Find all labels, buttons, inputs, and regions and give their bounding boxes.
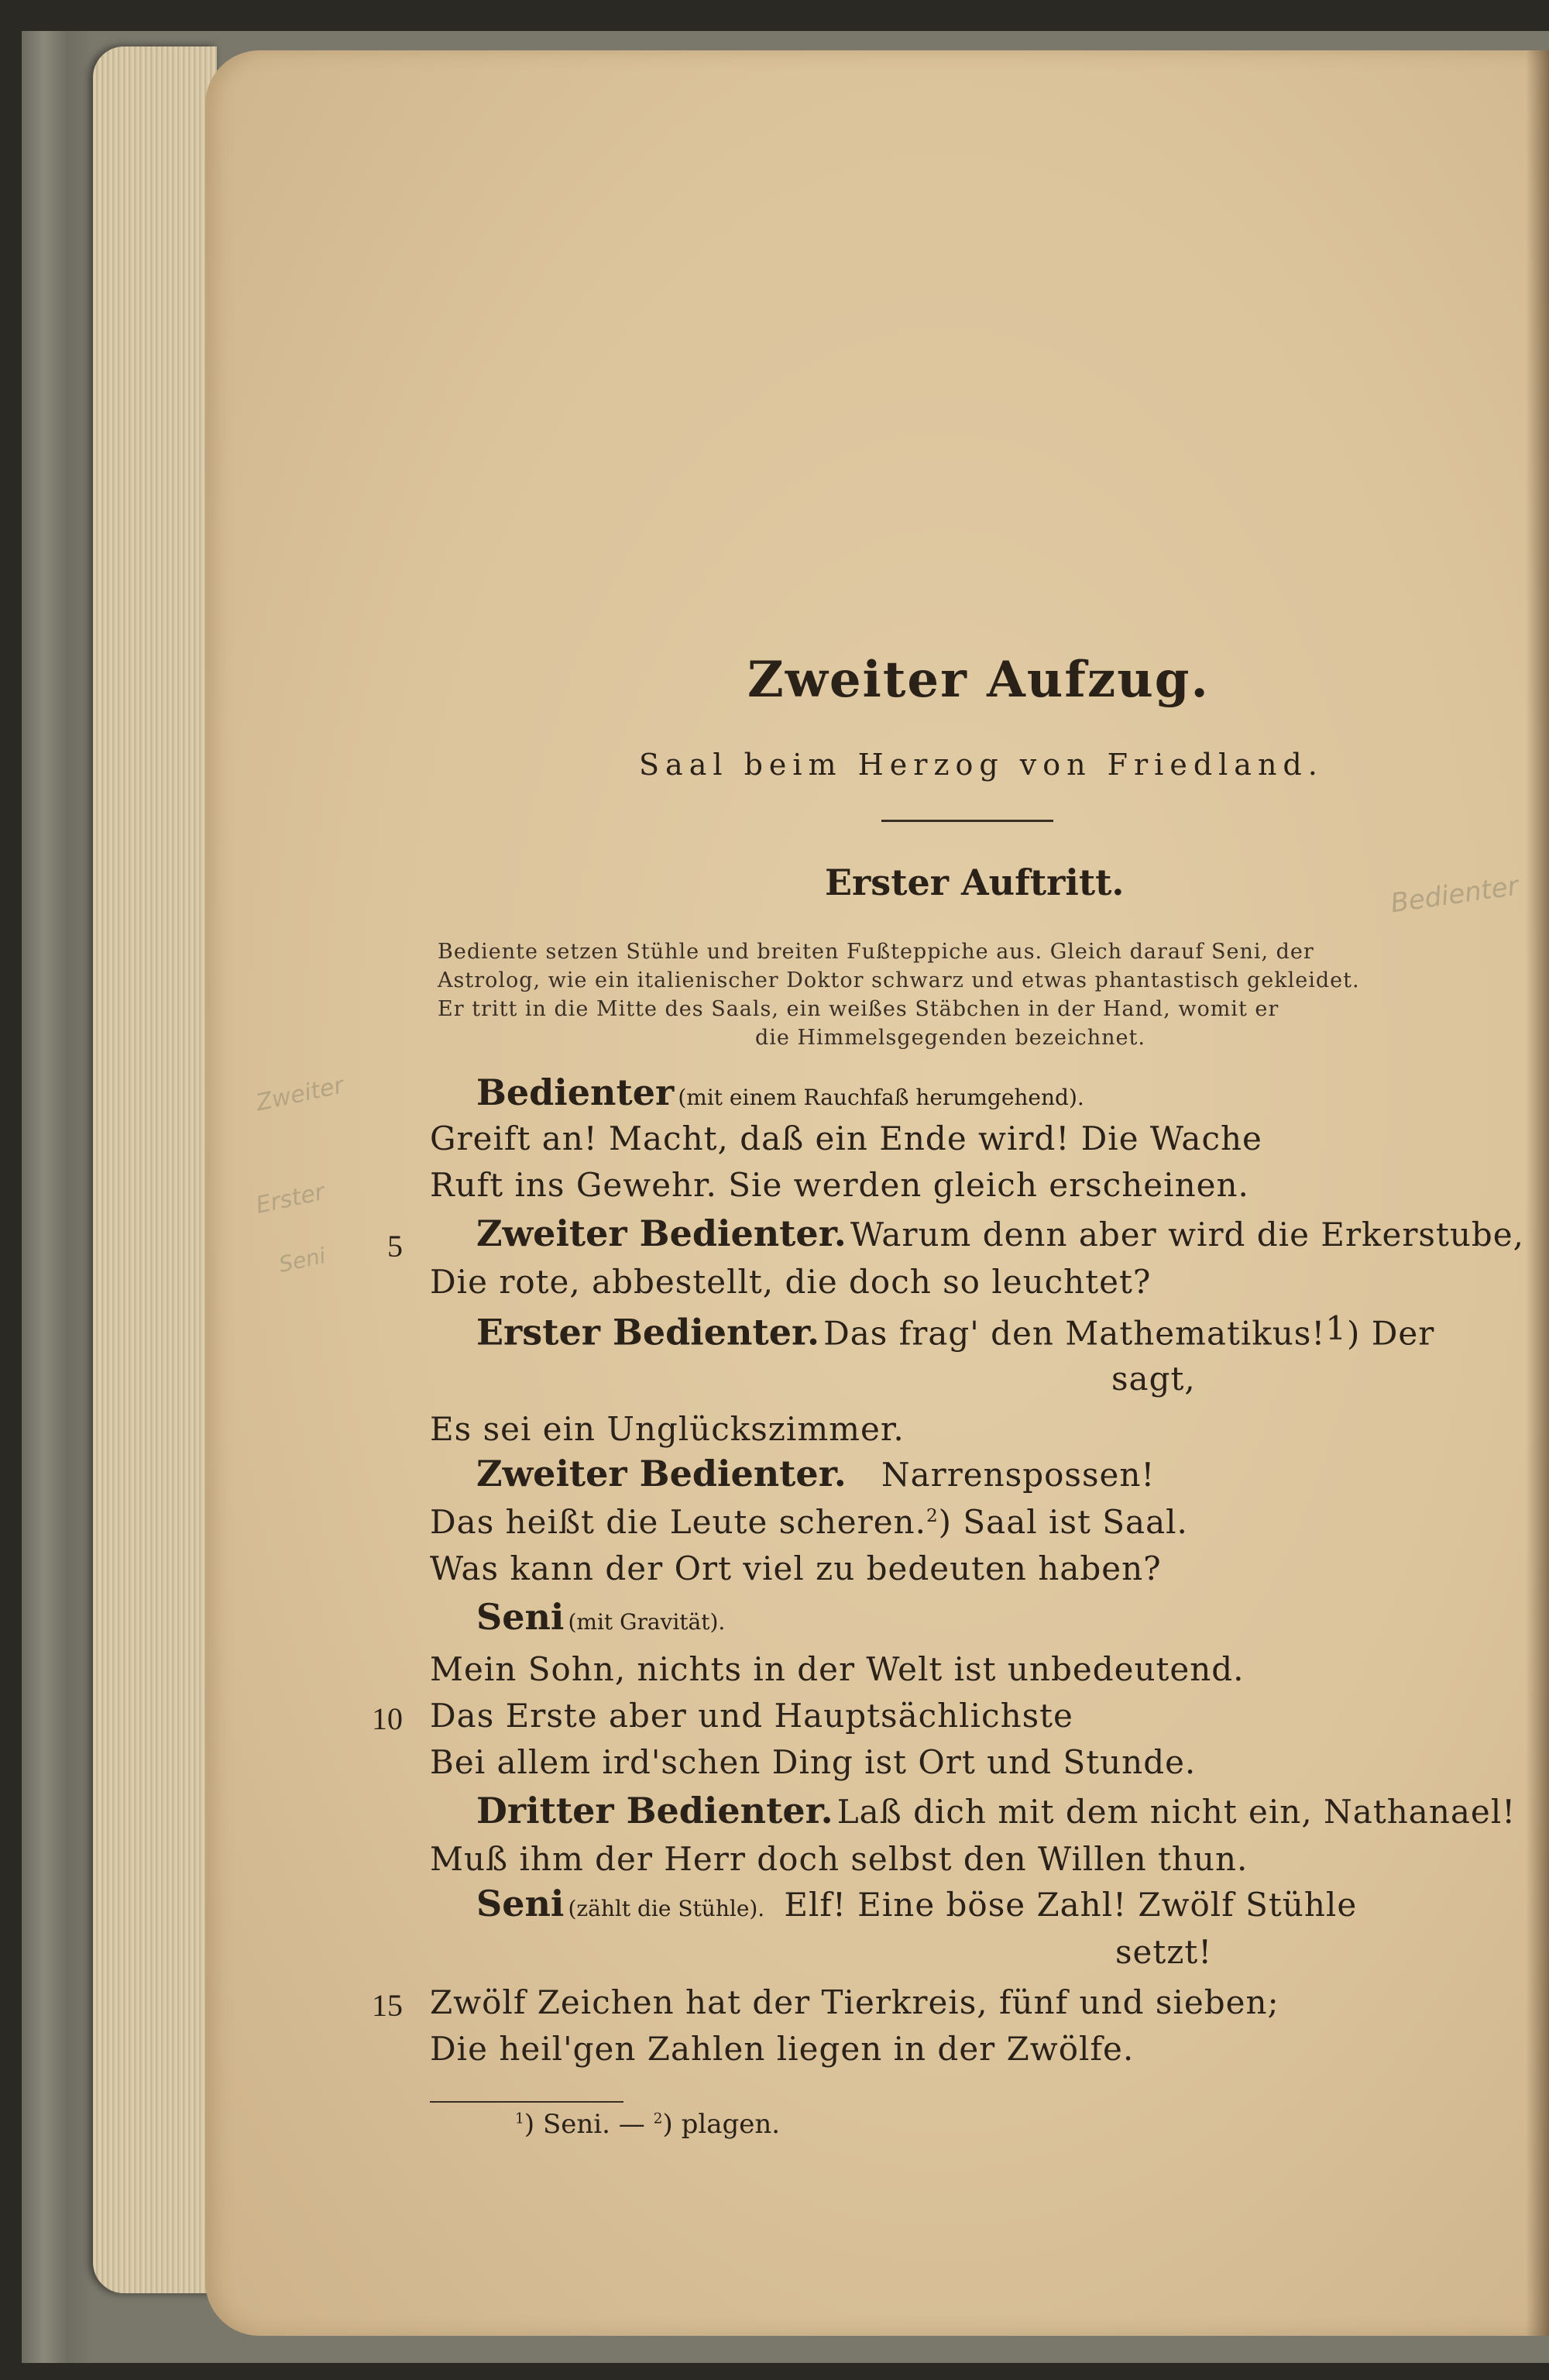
footnote-mark: 2 xyxy=(653,2110,663,2127)
verse-line: Muß ihm der Herr doch selbst den Willen thun. xyxy=(430,1840,1248,1878)
verse-line: Bei allem ird'schen Ding ist Ort und Stunde. xyxy=(430,1743,1197,1781)
verse-text: ) Saal ist Saal. xyxy=(938,1503,1188,1541)
speaker-line xyxy=(476,1071,1084,1113)
page-edges xyxy=(93,46,217,2293)
speaker-name: Bedienter xyxy=(476,1071,675,1113)
stage-direction-line: Bediente setzen Stühle und breiten Fußteppiche aus. Gleich darauf Seni, der xyxy=(438,940,1314,964)
footnote-mark: 2 xyxy=(926,1506,939,1526)
act-title: Zweiter Aufzug. xyxy=(747,651,1210,709)
speaker-line xyxy=(476,1453,1155,1494)
footnote-mark: 1 xyxy=(515,2110,524,2127)
verse-line: sagt, xyxy=(1111,1360,1196,1398)
verse-line: Die heil'gen Zahlen liegen in der Zwölfe. xyxy=(430,2030,1135,2068)
divider-rule xyxy=(881,820,1053,822)
stage-direction-line: Astrolog, wie ein italienischer Doktor schwarz und etwas phantastisch gekleidet. xyxy=(438,968,1360,992)
verse-line: Die rote, abbestellt, die doch so leuchtet? xyxy=(430,1263,1152,1301)
speaker-name: Zweiter Bedienter. xyxy=(476,1453,847,1494)
footnote-text: Seni. — xyxy=(542,2109,645,2140)
speaker-line xyxy=(476,1596,725,1638)
speaker-name: Seni xyxy=(476,1883,565,1924)
speaker-line xyxy=(476,1883,1357,1924)
verse-line: Das Erste aber und Hauptsächlichste xyxy=(430,1697,1073,1735)
speaker-name: Zweiter Bedienter. xyxy=(476,1212,847,1254)
verse-text: Elf! Eine böse Zahl! Zwölf Stühle xyxy=(784,1886,1358,1924)
verse-text: Das frag' den Mathematikus! xyxy=(823,1314,1326,1353)
verse-line: Was kann der Ort viel zu bedeuten haben? xyxy=(430,1549,1162,1587)
verse-text: ) Der xyxy=(1346,1314,1435,1353)
verse-text: Das heißt die Leute scheren. xyxy=(430,1503,926,1541)
footnote-rule xyxy=(430,2101,623,2103)
speaker-line xyxy=(476,1212,1524,1254)
gutter-shadow xyxy=(1526,50,1549,2336)
verse-line: Mein Sohn, nichts in der Welt ist unbedeutend. xyxy=(430,1650,1245,1688)
stage-direction-line: Er tritt in die Mitte des Saals, ein weißes Stäbchen in der Hand, womit er xyxy=(438,997,1279,1021)
verse-line: Es sei ein Unglückszimmer. xyxy=(430,1410,905,1448)
stage-aside: (zählt die Stühle). xyxy=(568,1896,765,1921)
speaker-line xyxy=(476,1309,1434,1353)
line-number: 15 xyxy=(372,1988,403,2023)
stage-aside: (mit einem Rauchfaß herumgehend). xyxy=(678,1085,1084,1110)
verse-line: Zwölf Zeichen hat der Tierkreis, fünf und sieben; xyxy=(430,1983,1279,2021)
footnote-mark: 1 xyxy=(1325,1309,1347,1347)
act-setting: Saal beim Herzog von Friedland. xyxy=(639,748,1324,782)
verse-text: Laß dich mit dem nicht ein, Nathanael! xyxy=(836,1793,1516,1831)
stage-direction-line: die Himmelsgegenden bezeichnet. xyxy=(755,1026,1145,1050)
footnote-text: plagen. xyxy=(681,2109,781,2140)
verse-line: setzt! xyxy=(1115,1933,1213,1971)
scene-title: Erster Auftritt. xyxy=(825,862,1125,903)
pencil-note: Zweiter xyxy=(253,1071,346,1117)
speaker-name: Seni xyxy=(476,1596,565,1638)
line-number: 10 xyxy=(372,1701,403,1736)
verse-line xyxy=(430,1503,1188,1541)
verse-text: Narrenspossen! xyxy=(881,1456,1156,1494)
speaker-name: Erster Bedienter. xyxy=(476,1311,819,1353)
verse-text: Warum denn aber wird die Erkerstube, xyxy=(850,1216,1525,1254)
verse-line: Greift an! Macht, daß ein Ende wird! Die Wache xyxy=(430,1119,1262,1157)
line-number: 5 xyxy=(387,1229,403,1264)
pencil-note: Seni xyxy=(276,1243,328,1278)
stage-aside: (mit Gravität). xyxy=(568,1609,726,1635)
footnote: $^1$) Seni. — $^2$) plagen. xyxy=(515,2109,781,2140)
speaker-name: Dritter Bedienter. xyxy=(476,1790,833,1831)
pencil-note: Erster xyxy=(253,1178,328,1219)
verse-line: Ruft ins Gewehr. Sie werden gleich erscheinen. xyxy=(430,1166,1249,1204)
speaker-line xyxy=(476,1790,1516,1831)
pencil-note: Bedienter xyxy=(1389,870,1520,920)
